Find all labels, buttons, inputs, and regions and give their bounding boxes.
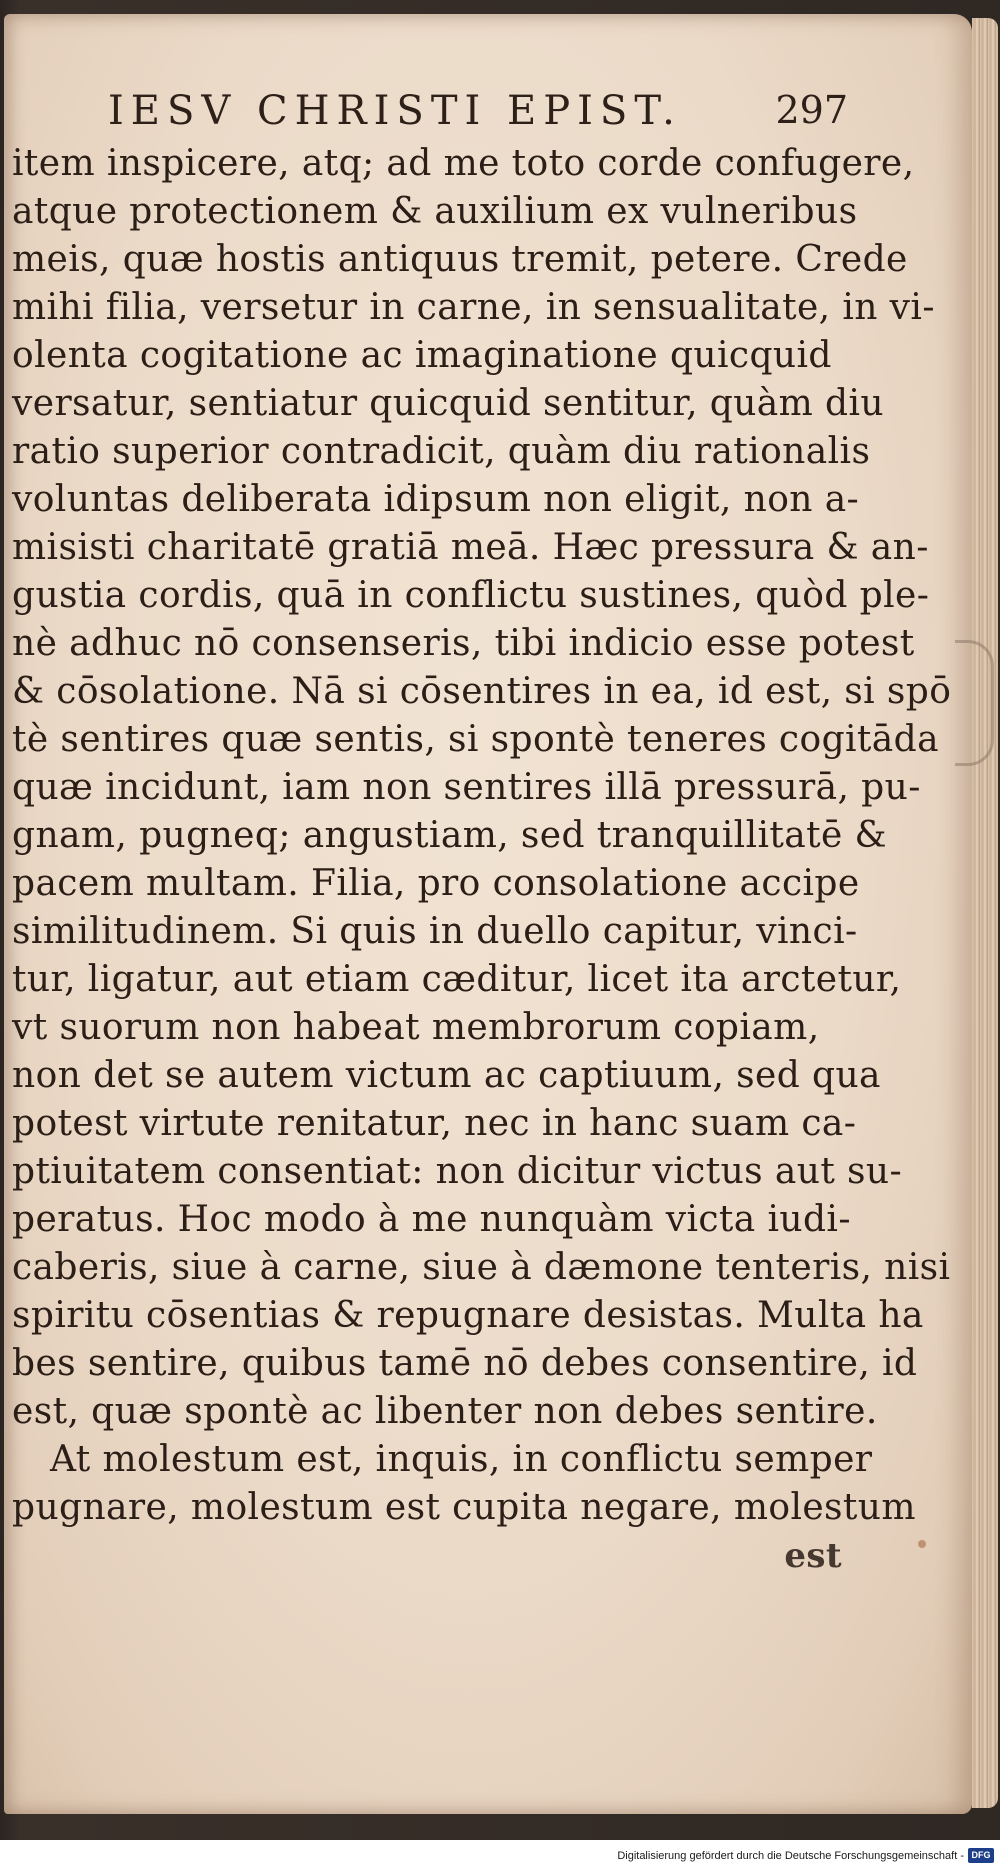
page-header — [108, 88, 848, 148]
text-line: olenta cogitatione ac imaginatione quicquid — [12, 335, 832, 376]
text-line: ptiuitatem consentiat: non dicitur victus aut su- — [12, 1151, 903, 1192]
text-line: atque protectionem & auxilium ex vulneribus — [12, 191, 858, 232]
text-line: potest virtute renitatur, nec in hanc suam ca- — [12, 1103, 857, 1144]
text-line: & cōsolatione. Nā si cōsentires in ea, id est, si spō — [12, 671, 952, 712]
text-line: vt suorum non habeat membrorum copiam, — [12, 1007, 820, 1048]
page-number: 297 — [775, 88, 848, 132]
text-line: non det se autem victum ac captiuum, sed qua — [12, 1055, 881, 1096]
text-line: versatur, sentiatur quicquid sentitur, quàm diu — [12, 383, 884, 424]
text-line: nè adhuc nō consenseris, tibi indicio esse potest — [12, 623, 915, 664]
text-line: ratio superior contradicit, quàm diu rationalis — [12, 431, 871, 472]
running-title: IESV CHRISTI EPIST. — [108, 88, 682, 134]
catchword: est — [784, 1536, 842, 1576]
page-edge — [972, 18, 998, 1808]
text-line: similitudinem. Si quis in duello capitur, vinci- — [12, 911, 858, 952]
text-line: mihi filia, versetur in carne, in sensualitate, in vi- — [12, 287, 935, 328]
text-line: spiritu cōsentias & repugnare desistas. Multa ha — [12, 1295, 924, 1336]
funding-credit: Digitalisierung gefördert durch die Deutsche Forschungsgemeinschaft - — [617, 1850, 964, 1862]
paper-stain — [918, 1540, 926, 1548]
clip-mark — [955, 640, 994, 766]
text-line: caberis, siue à carne, siue à dæmone tenteris, nisi — [12, 1247, 951, 1288]
text-line: bes sentire, quibus tamē nō debes consentire, id — [12, 1343, 918, 1384]
text-block — [12, 140, 952, 1580]
text-line: meis, quæ hostis antiquus tremit, petere. Crede — [12, 239, 908, 280]
footer-bar — [0, 1840, 1000, 1873]
text-line: peratus. Hoc modo à me nunquàm victa iudi- — [12, 1199, 851, 1240]
dfg-logo: DFG — [968, 1848, 994, 1863]
text-line: est, quæ spontè ac libenter non debes sentire. — [12, 1391, 878, 1432]
text-line: gustia cordis, quā in conflictu sustines, quòd ple- — [12, 575, 930, 616]
text-line: quæ incidunt, iam non sentires illā pressurā, pu- — [12, 767, 921, 808]
text-line: item inspicere, atq; ad me toto corde confugere, — [12, 143, 915, 184]
text-line: voluntas deliberata idipsum non eligit, non a- — [12, 479, 860, 520]
text-line: gnam, pugneq; angustiam, sed tranquillitatē & — [12, 815, 887, 856]
text-line: At molestum est, inquis, in conflictu semper — [50, 1439, 873, 1480]
text-line: tè sentires quæ sentis, si spontè teneres cogitāda — [12, 719, 939, 760]
text-line: pacem multam. Filia, pro consolatione accipe — [12, 863, 860, 904]
text-line: misisti charitatē gratiā meā. Hæc pressura & an- — [12, 527, 929, 568]
text-line: pugnare, molestum est cupita negare, molestum — [12, 1487, 916, 1528]
text-line: tur, ligatur, aut etiam cæditur, licet ita arctetur, — [12, 959, 902, 1000]
